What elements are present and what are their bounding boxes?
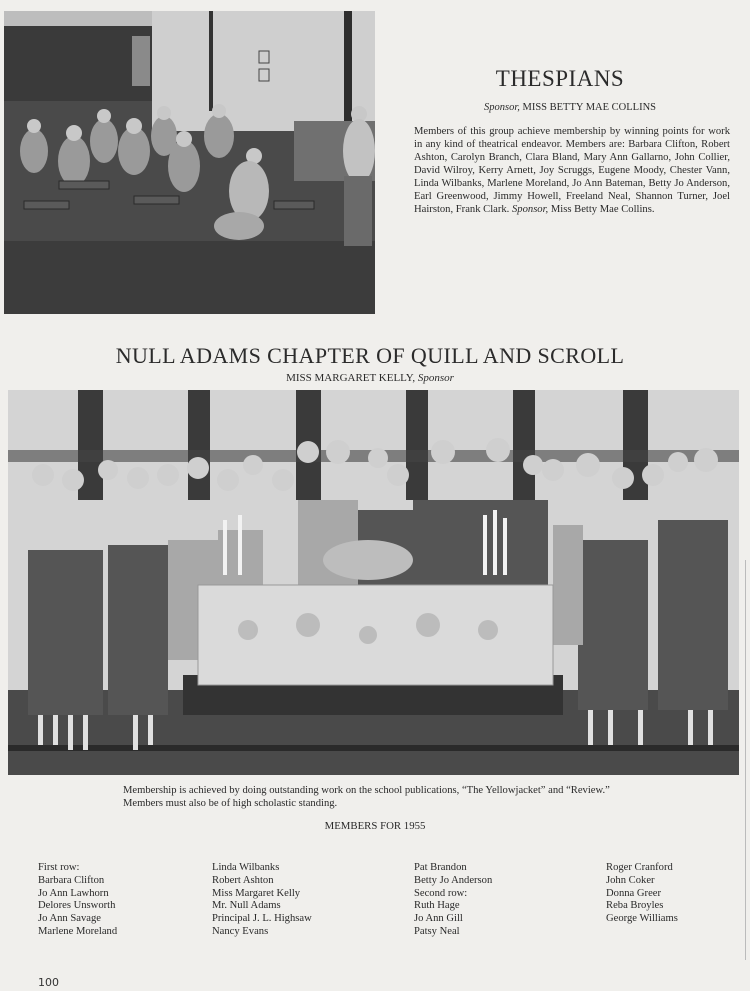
members-column-1 — [38, 862, 117, 939]
members-column-3 — [414, 862, 492, 939]
member-name: Robert Ashton — [212, 874, 274, 886]
thespians-photo — [4, 11, 375, 314]
member-name: Ruth Hage — [414, 900, 460, 912]
member-name: George Williams — [606, 913, 678, 925]
quill-scroll-title: NULL ADAMS CHAPTER OF QUILL AND SCROLL — [115, 343, 625, 368]
thespians-sponsor-name: MISS BETTY MAE COLLINS — [522, 102, 656, 113]
thespians-title: THESPIANS — [495, 66, 625, 91]
members-column-4 — [606, 862, 678, 926]
member-name: Nancy Evans — [212, 925, 269, 937]
member-name: Reba Broyles — [606, 900, 664, 912]
member-name: Jo Ann Gill — [414, 913, 463, 925]
thespians-closing-name: Miss Betty Mae Collins. — [550, 204, 655, 215]
member-name: Linda Wilbanks — [212, 862, 280, 873]
member-name: Pat Brandon — [414, 862, 467, 873]
quill-scroll-description: Membership is achieved by doing outstanding work on the school publications, “The Yellowjacket” and “Review.” Members must also be of high scholastic standing. — [123, 785, 610, 809]
members-heading: MEMBERS FOR 1955 — [324, 820, 426, 832]
thespians-sponsor-label: Sponsor, — [483, 102, 520, 113]
member-name: Barbara Clifton — [38, 874, 105, 886]
member-name: Roger Cranford — [606, 862, 673, 873]
member-name: Betty Jo Anderson — [414, 874, 493, 886]
thespians-description — [414, 125, 730, 216]
member-name: Second row: — [414, 887, 468, 899]
quill-scroll-sponsor-name: MISS MARGARET KELLY, — [286, 372, 416, 384]
thespians-sponsor-line — [410, 102, 730, 113]
quill-scroll-sponsor-label: Sponsor — [417, 372, 454, 384]
page-edge-divider — [745, 560, 746, 960]
page-number: 100 — [38, 976, 59, 989]
member-name: First row: — [38, 862, 80, 873]
thespians-body-text: Members of this group achieve membership by winning points for work in any kind of theatrical endeavor. Members are: Barbara Clifton, Robert Ashton, Carolyn Branch, Clara Bland, Mary Ann Gallarno, John Collier, David Wilroy, Kerry Arnett, Joy Scruggs, Eugene Moody, Chester Vann, Linda Wilbanks, Marlene Moreland, Jo Ann Bateman, Betty Jo Anderson, Earl Greenwood, Jimmy Howell, Freeland Neal, Shannon Turner, Joel Hairston, Frank Clark. — [414, 126, 730, 215]
thespians-closing-label: Sponsor, — [512, 204, 549, 215]
member-name: Patsy Neal — [414, 925, 460, 937]
member-name: Principal J. L. Highsaw — [212, 913, 312, 925]
member-name: Jo Ann Lawhorn — [38, 887, 109, 899]
member-name: Miss Margaret Kelly — [212, 887, 301, 899]
member-name: Marlene Moreland — [38, 925, 118, 937]
quill-scroll-sponsor-line — [250, 372, 490, 384]
member-name: Jo Ann Savage — [38, 913, 101, 925]
member-name: Donna Greer — [606, 887, 662, 899]
quill-scroll-photo — [8, 390, 739, 775]
members-column-2 — [212, 862, 312, 939]
member-name: Mr. Null Adams — [212, 900, 281, 912]
member-name: John Coker — [606, 874, 655, 886]
member-name: Delores Unsworth — [38, 900, 116, 912]
